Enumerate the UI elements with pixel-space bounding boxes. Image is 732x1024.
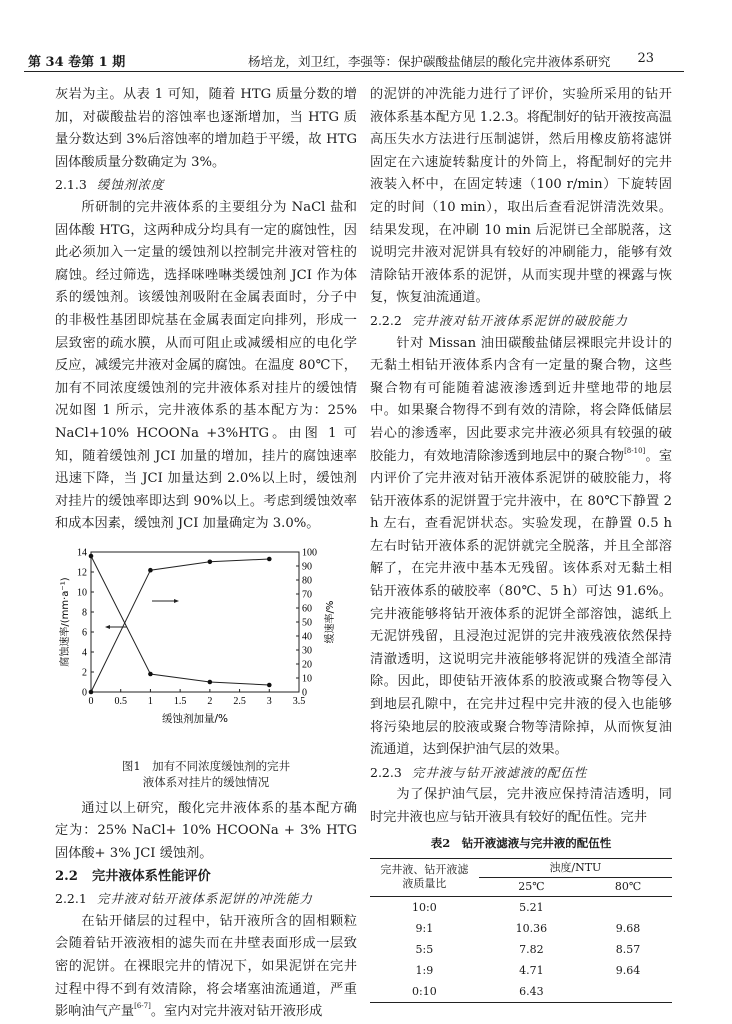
- data-point: [267, 557, 272, 562]
- paragraph: 的泥饼的冲洗能力进行了评价，实验所采用的钻开液体系基本配方见 1.2.3。将配制好的钻开液按高温高压失水方法进行压制滤饼，然后用橡皮筋将滤饼固定在六速旋转黏度计的外筒上，将配制好的完井液装入杯中，在固定转速（100 r/min）下旋转固定的时间（10 min），取出后查看泥饼清洗效果。结果发现，在冲刷 10 min 后泥饼已全部脱落，这说明完井液对泥饼具有较好的冲刷能力，能够有效清除钻开液体系的泥饼，从而实现井壁的裸露与恢复，恢复油流通道。: [370, 87, 672, 306]
- paragraph: 所研制的完井液体系的主要组分为 NaCl 盐和固体酸 HTG，这两种成分均具有一定的腐蚀性，因此必须加入一定量的缓蚀剂以控制完井液对管柱的腐蚀。经过筛选，选择咪唑啉类缓蚀剂 JCI 作为体系的缓蚀剂。该缓蚀剂吸附在金属表面时，分子中的非极性基团即烷基在金属表面定向排列，形成一层致密的疏水膜，从而可阻止或减缓相应的电化学反应，减缓完井液对金属的腐蚀。在温度 80℃下，加有不同浓度缓蚀剂的完井液体系对挂片的缓蚀情况如图 1 所示，完井液体系的基本配方为：25% NaCl+10% HCOONa +3%HTG。由图 1 可知，随着缓蚀剂 JCI 加量的增加，挂片的腐蚀速率迅速下降，当 JCI 加量达到 2.0%以上时，缓蚀剂对挂片的缓蚀率即达到 90%以上。考虑到缓蚀效率和成本因素，缓蚀剂 JCI 加量确定为 3.0%。: [55, 199, 357, 532]
- table-cell-t25: 5.21: [519, 900, 544, 914]
- y-left-tick-label: 4: [82, 647, 87, 659]
- y-left-axis-label: 腐蚀速率/(mm·a⁻¹): [60, 577, 71, 667]
- x-tick-label: 1: [147, 695, 153, 707]
- section-heading-2-2-1: 2.2.1 完井液对钻开液体系泥饼的冲洗能力: [55, 891, 313, 907]
- right-column: [370, 84, 672, 1003]
- citation[interactable]: [6-7]: [134, 1002, 151, 1011]
- table-cell-ratio: 9:1: [415, 921, 434, 935]
- paragraph: 灰岩为主。从表 1 可知，随着 HTG 质量分数的增加，对碳酸盐岩的溶蚀率也逐渐增加，当 HTG 质量分数达到 3%后溶蚀率的增加趋于平缓，故 HTG 固体酸质量分数确定为 3%。: [55, 87, 357, 170]
- x-tick-label: 2: [207, 695, 213, 707]
- y-right-tick-label: 30: [302, 645, 312, 657]
- section-heading-2-2-3: 2.2.3 完井液与钻开液滤液的配伍性: [370, 764, 588, 780]
- table-cell-ratio: 0:10: [412, 984, 437, 998]
- x-tick-label: 1.5: [173, 695, 187, 707]
- table-title: 表2 钻开液滤液与完井液的配伍性: [430, 835, 612, 850]
- y-right-tick-label: 90: [302, 561, 312, 573]
- page-number: 23: [637, 51, 654, 66]
- table-cell-ratio: 1:9: [415, 963, 434, 977]
- table-cell-t80: 9.64: [615, 963, 641, 977]
- x-tick-label: 2.5: [233, 695, 246, 707]
- section-heading-2-2: 2.2 完井液体系性能评价: [55, 868, 211, 884]
- table-cell-t25: 7.82: [519, 942, 544, 956]
- table-row: [370, 896, 672, 918]
- y-right-tick-label: 20: [302, 659, 312, 671]
- table-row: [370, 981, 672, 1003]
- y-left-tick-label: 0: [82, 687, 87, 699]
- y-right-tick-label: 60: [302, 603, 312, 615]
- paragraph: 为了保护油气层，完井液应保持清洁透明，同时完井液也应与钻开液具有较好的配伍性。完井: [370, 787, 672, 825]
- y-left-tick-label: 6: [82, 627, 87, 639]
- data-point: [89, 690, 94, 695]
- data-point: [89, 554, 94, 559]
- data-point: [148, 672, 153, 677]
- table-cell-ratio: 10:0: [412, 900, 437, 914]
- y-right-tick-label: 50: [302, 617, 312, 629]
- data-point: [208, 559, 213, 564]
- table-cell-t80: 8.57: [615, 942, 641, 956]
- y-right-axis-label: 缓速率/%: [325, 600, 336, 644]
- y-right-tick-label: 100: [302, 547, 317, 559]
- page-header: [24, 49, 684, 72]
- x-tick-label: 3.5: [292, 695, 306, 707]
- y-left-tick-label: 12: [77, 567, 87, 579]
- issue-label: 第 34 卷第 1 期: [28, 55, 126, 70]
- section-heading-2-1-3: 2.1.3 缓蚀剂浓度: [55, 177, 165, 193]
- table-cell-t80: 9.68: [615, 921, 641, 935]
- table-cell-t80: [584, 981, 672, 1003]
- turbidity-header: 浊度/NTU: [479, 858, 672, 877]
- table-cell-ratio: 5:5: [415, 942, 434, 956]
- y-left-tick-label: 8: [82, 607, 87, 619]
- data-point: [267, 683, 272, 688]
- line-chart: [55, 544, 357, 734]
- x-tick-label: 3: [266, 695, 272, 707]
- series-line: [91, 556, 269, 685]
- y-left-tick-label: 2: [82, 667, 87, 679]
- paragraph: 通过以上研究，酸化完井液体系的基本配方确定为：25% NaCl+ 10% HCOONa + 3% HTG 固体酸+ 3% JCI 缓蚀剂。: [55, 800, 357, 862]
- x-tick-label: 0.5: [114, 695, 127, 707]
- data-point: [208, 680, 213, 685]
- table-row: [370, 939, 672, 960]
- left-column: [55, 84, 357, 1024]
- data-point: [148, 568, 153, 573]
- series-line: [91, 559, 269, 692]
- table-cell-t25: 10.36: [515, 921, 548, 935]
- table-row: [370, 918, 672, 939]
- paragraph: 针对 Missan 油田碳酸盐储层裸眼完井设计的无黏土相钻开液体系内含有一定量的聚合物，这些聚合物有可能随着滤液渗透到近井壁地带的地层中。如果聚合物得不到有效的清除，将会降低储层岩心的渗透率，因此要求完井液必须具有较强的破胶能力，有效地清除渗透到地层中的聚合物[8-10]。室内评价了完井液对钻开液体系泥饼的破胶能力，将钻开液体系的泥饼置于完井液中，在 80℃下静置 2 h 左右，查看泥饼状态。实验发现，在静置 0.5 h 左右时钻开液体系的泥饼就完全脱落，并且全部溶解了，在完井液中基本无残留。该体系对无黏土相钻开液体系的破胶率（80℃、5 h）可达 91.6%。完井液能够将钻开液体系的泥饼全部溶蚀，滤纸上无泥饼残留，且浸泡过泥饼的完井液残液依然保持清澈透明，这说明完井液能够将泥饼的残渣全部清除。因此，即使钻开液体系的胶液或聚合物等侵入到地层孔隙中，在完井过程中完井液的侵入也能够将污染地层的胶液或聚合物等清除掉，从而恢复油流通道，达到保护油气层的效果。: [370, 335, 673, 758]
- y-right-tick-label: 40: [302, 631, 312, 643]
- section-heading-2-2-2: 2.2.2 完井液对钻开液体系泥饼的破胶能力: [370, 312, 628, 328]
- running-title: 杨培龙，刘卫红，李强等：保护碳酸盐储层的酸化完井液体系研究: [248, 54, 611, 69]
- y-right-tick-label: 70: [302, 589, 312, 601]
- x-tick-label: 0: [88, 695, 94, 707]
- y-right-tick-label: 0: [302, 687, 307, 699]
- y-right-tick-label: 80: [302, 575, 312, 587]
- paragraph: 在钻开储层的过程中，钻开液所含的固相颗粒会随着钻开液液相的滤失而在井壁表面形成一层致密的泥饼。在裸眼完井的情况下，如果泥饼在完井过程中得不到有效清除，将会堵塞油流通道，严重影响油气产量[6-7]。室内对完井液对钻开液形成: [55, 913, 357, 1020]
- compatibility-table: [370, 858, 672, 1003]
- citation[interactable]: [8-10]: [624, 446, 646, 455]
- y-left-tick-label: 10: [77, 587, 87, 599]
- x-axis-label: 缓蚀剂加量/%: [161, 712, 229, 725]
- row-header: 完井液、钻开液滤 液质量比: [370, 858, 479, 896]
- table-cell-t25: 6.43: [519, 984, 544, 998]
- table-2: [370, 834, 672, 1003]
- y-left-tick-label: 14: [77, 547, 87, 559]
- plot-frame: [91, 552, 299, 692]
- figure-1-chart: [55, 544, 357, 756]
- col-80c: 80℃: [584, 877, 672, 896]
- table-row: [370, 960, 672, 981]
- table-cell-t80: [584, 896, 672, 918]
- figure-1-caption: 图1 加有不同浓度缓蚀剂的完井 液体系对挂片的缓蚀情况: [121, 758, 291, 789]
- table-cell-t25: 4.71: [519, 963, 544, 977]
- col-25c: 25℃: [479, 877, 584, 896]
- y-right-tick-label: 10: [302, 673, 312, 685]
